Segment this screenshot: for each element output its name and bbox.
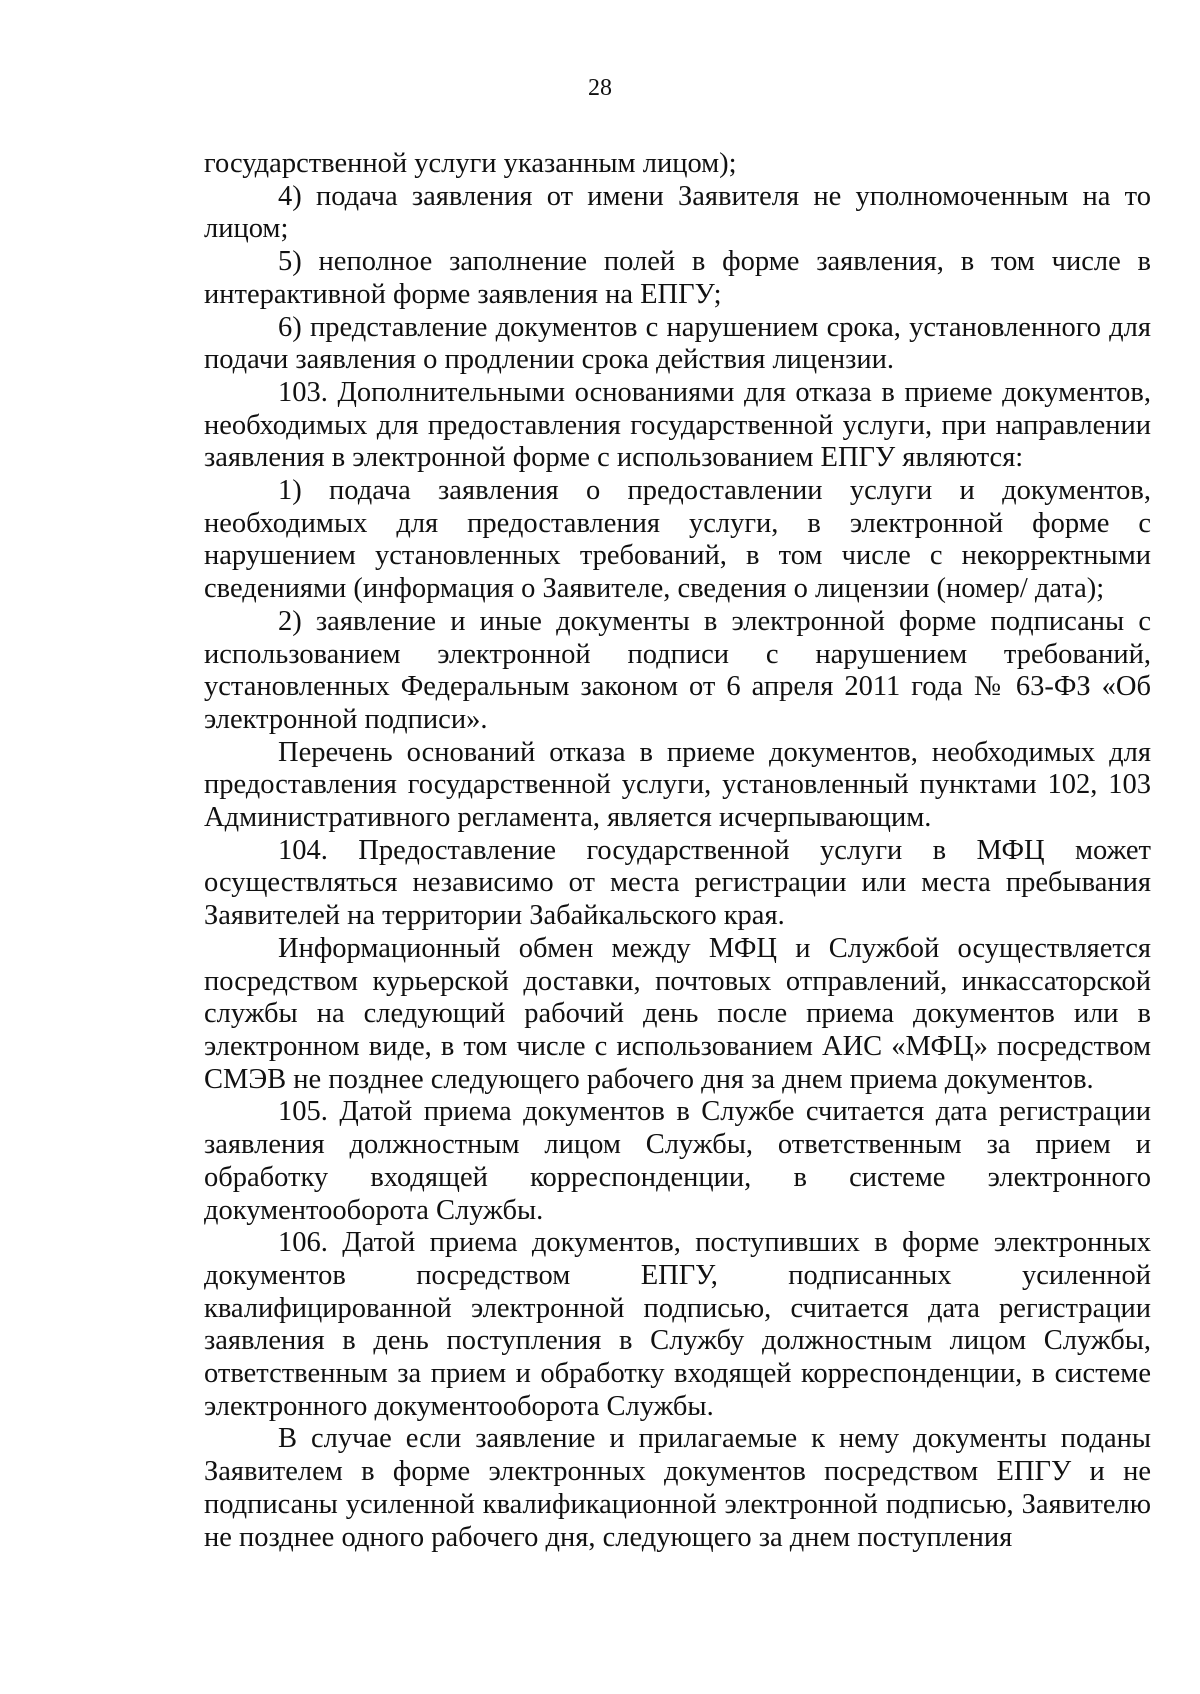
paragraph-item-4: 4) подача заявления от имени Заявителя не уполномоченным на то лицом; <box>204 180 1151 245</box>
paragraph-106: 106. Датой приема документов, поступивших в форме электронных документов посредством ЕПГУ, подписанных усиленной квалифицированной электронной подписью, считается дата регистрации заявления в день поступления в Службу должностным лицом Службы, ответственным за прием и обработку входящей корреспонденции, в системе электронного документооборота Службы. <box>204 1227 1151 1422</box>
paragraph-105: 105. Датой приема документов в Службе считается дата регистрации заявления должностным лицом Службы, ответственным за прием и обработку входящей корреспонденции, в системе электронного документооборота Службы. <box>204 1096 1151 1226</box>
page-number: 28 <box>588 75 612 101</box>
document-body <box>204 148 1151 1554</box>
paragraph-unsigned-case: В случае если заявление и прилагаемые к нему документы поданы Заявителем в форме электронных документов посредством ЕПГУ и не подписаны усиленной квалификационной электронной подписью, Заявителю не позднее одного рабочего дня, следующего за днем поступления <box>204 1423 1151 1553</box>
paragraph-information-exchange: Информационный обмен между МФЦ и Службой осуществляется посредством курьерской доставки, почтовых отправлений, инкассаторской службы на следующий рабочий день после приема документов или в электронном виде, в том числе с использованием АИС «МФЦ» посредством СМЭВ не позднее следующего рабочего дня за днем приема документов. <box>204 932 1151 1095</box>
paragraph-103-item-1: 1) подача заявления о предоставлении услуги и документов, необходимых для предоставления услуги, в электронной форме с нарушением установленных требований, в том числе с некорректными сведениями (информация о Заявителе, сведения о лицензии (номер/ дата); <box>204 475 1151 605</box>
paragraph-item-5: 5) неполное заполнение полей в форме заявления, в том числе в интерактивной форме заявления на ЕПГУ; <box>204 246 1151 310</box>
paragraph-exhaustive-list: Перечень оснований отказа в приеме документов, необходимых для предоставления государственной услуги, установленный пунктами 102, 103 Административного регламента, является исчерпывающим. <box>204 736 1151 834</box>
paragraph-104: 104. Предоставление государственной услуги в МФЦ может осуществляться независимо от места регистрации или места пребывания Заявителей на территории Забайкальского края. <box>204 834 1151 932</box>
paragraph-103: 103. Дополнительными основаниями для отказа в приеме документов, необходимых для предоставления государственной услуги, при направлении заявления в электронной форме с использованием ЕПГУ являются: <box>204 376 1151 474</box>
paragraph-item-6: 6) представление документов с нарушением срока, установленного для подачи заявления о продлении срока действия лицензии. <box>204 311 1151 376</box>
paragraph-continuation: государственной услуги указанным лицом); <box>204 148 737 179</box>
paragraph-103-item-2: 2) заявление и иные документы в электронной форме подписаны с использованием электронной подписи с нарушением требований, установленных Федеральным законом от 6 апреля 2011 года № 63-ФЗ «Об электронной подписи». <box>204 605 1151 735</box>
